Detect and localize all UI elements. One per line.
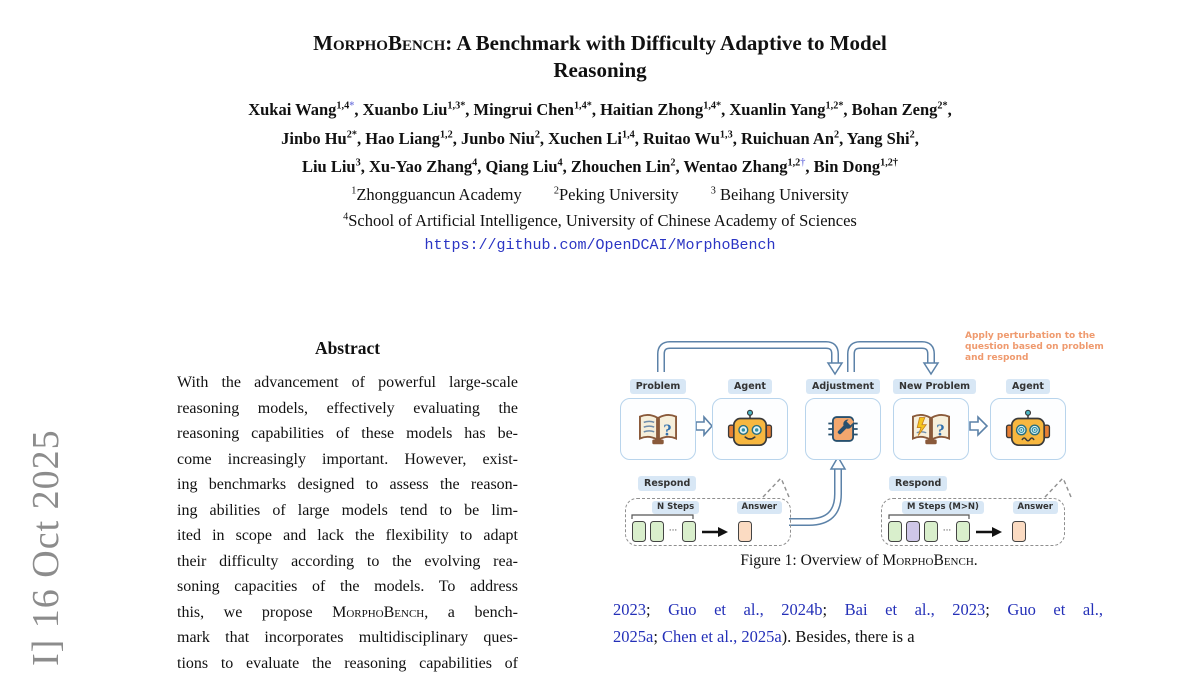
citation-link[interactable]: 2025a bbox=[613, 627, 653, 646]
node-problem bbox=[620, 374, 696, 460]
abstract-line: ing abilities of large models tend to be lim- bbox=[177, 498, 518, 524]
node-new-problem bbox=[893, 374, 969, 460]
paper-title bbox=[0, 30, 1200, 84]
body-text: ; bbox=[823, 600, 845, 619]
abstract-line: mark that incorporates multidisciplinary ques- bbox=[177, 625, 518, 651]
citation-link[interactable]: Guo et al., 2024b bbox=[668, 600, 822, 619]
title-line-1: MorphoBench: A Benchmark with Difficulty Adaptive to Model bbox=[0, 30, 1200, 57]
affiliations-line-2 bbox=[0, 208, 1200, 234]
body-text: ; bbox=[985, 600, 1007, 619]
arc-arrow-problem-to-adjustment bbox=[661, 345, 842, 374]
node-adjustment bbox=[805, 374, 881, 460]
abstract-line: ing benchmarks designed to assess the reason- bbox=[177, 472, 518, 498]
feedback-arrow-respond-to-adjustment bbox=[789, 457, 845, 522]
step-box-green bbox=[682, 521, 696, 542]
open-book-lightning-icon bbox=[908, 410, 954, 448]
step-box-green bbox=[632, 521, 646, 542]
svg-text:?: ? bbox=[663, 421, 672, 440]
step-box-green bbox=[888, 521, 902, 542]
ellipsis: ··· bbox=[668, 521, 678, 542]
steps-row-1 bbox=[632, 521, 790, 542]
answer-box bbox=[1012, 521, 1026, 542]
arxiv-stamp: I] 16 Oct 2025 bbox=[24, 429, 68, 666]
abstract-line: come increasingly important. However, exist- bbox=[177, 447, 518, 473]
figure-1 bbox=[613, 330, 1105, 548]
citation-link[interactable]: Guo et al., bbox=[1007, 600, 1103, 619]
respond-group-left bbox=[625, 498, 791, 546]
respond-label-left: Respond bbox=[638, 476, 696, 491]
affiliations-line-1 bbox=[0, 182, 1200, 208]
node-card bbox=[893, 398, 969, 460]
node-card bbox=[712, 398, 788, 460]
respond-label-right: Respond bbox=[889, 476, 947, 491]
arc-arrow-adjustment-to-new-problem bbox=[851, 345, 938, 374]
answer-label: Answer bbox=[1013, 501, 1059, 514]
node-agent-2 bbox=[990, 374, 1066, 460]
body-line-2 bbox=[613, 623, 1103, 650]
arrow-icon bbox=[976, 526, 1002, 538]
figure-annotation: Apply perturbation to the question based on problem and respond bbox=[965, 331, 1104, 364]
figure-caption: Figure 1: Overview of MorphoBench. bbox=[613, 552, 1105, 570]
affiliation: $^1$Zhongguancun Academy bbox=[351, 185, 522, 204]
author-line-3: Liu Liu$^3$, Xu-Yao Zhang$^4$, Qiang Liu$^4$, Zhouchen Lin$^2$, Wentao Zhang$^{1,2\dagger}$, Bin Dong$^{1,2\dagger}$ bbox=[0, 153, 1200, 182]
ellipsis: ··· bbox=[942, 521, 952, 542]
author-line-2: Jinbo $Hu^{2*}$, Hao Liang$^{1,2}$, Junbo Niu$^2$, Xuchen Li$^{1,4}$, Ruitao Wu$^{1,3}$, Ruichuan An$^2$, Yang Shi$^2$, bbox=[0, 125, 1200, 154]
node-agent bbox=[712, 374, 788, 460]
bubble-tail-left bbox=[763, 478, 789, 497]
step-box-green bbox=[956, 521, 970, 542]
node-label: Adjustment bbox=[806, 379, 880, 394]
github-link[interactable]: https://github.com/OpenDCAI/MorphoBench bbox=[424, 237, 775, 254]
citation-link[interactable]: 2023 bbox=[613, 600, 646, 619]
body-text: ; bbox=[653, 627, 662, 646]
abstract-text bbox=[177, 370, 518, 676]
node-label: Agent bbox=[728, 379, 772, 394]
step-box-green bbox=[650, 521, 664, 542]
svg-text:?: ? bbox=[936, 421, 945, 440]
affiliation: $^3$ Beihang University bbox=[711, 185, 849, 204]
step-box-green bbox=[924, 521, 938, 542]
steps-count-label: N Steps bbox=[652, 501, 699, 514]
affiliation: $^2$Peking University bbox=[554, 185, 679, 204]
paper-header bbox=[0, 0, 1200, 254]
figure-column bbox=[613, 330, 1105, 548]
wrench-chip-icon bbox=[821, 410, 865, 448]
answer-label: Answer bbox=[737, 501, 783, 514]
citation-link[interactable]: Bai et al., 2023 bbox=[845, 600, 986, 619]
node-card bbox=[990, 398, 1066, 460]
bubble-tail-right bbox=[1045, 478, 1071, 497]
node-card bbox=[805, 398, 881, 460]
robot-worried-icon bbox=[1005, 409, 1051, 449]
repository-row bbox=[0, 236, 1200, 254]
abstract-line: this, we propose MorphoBench, a bench- bbox=[177, 600, 518, 626]
step-box-purple bbox=[906, 521, 920, 542]
body-paragraph bbox=[613, 596, 1103, 650]
open-book-question-icon bbox=[635, 410, 681, 448]
answer-box bbox=[738, 521, 752, 542]
abstract-line: their difficulty according to the evolving rea- bbox=[177, 549, 518, 575]
arrow-icon bbox=[702, 526, 728, 538]
node-card bbox=[620, 398, 696, 460]
abstract-line: soning capacities of the models. To address bbox=[177, 574, 518, 600]
robot-happy-icon bbox=[727, 409, 773, 449]
abstract-line: reasoning capabilities of these models has be- bbox=[177, 421, 518, 447]
author-list bbox=[0, 96, 1200, 182]
respond-group-right bbox=[881, 498, 1065, 546]
arrow-new-problem-to-agent bbox=[970, 417, 987, 435]
body-text: ; bbox=[646, 600, 668, 619]
node-label: Problem bbox=[630, 379, 687, 394]
abstract-line: reasoning models, effectively evaluating the bbox=[177, 396, 518, 422]
abstract-line: tions to evaluate the reasoning capabilities of bbox=[177, 651, 518, 676]
body-text: ). Besides, there is a bbox=[782, 627, 915, 646]
arrow-problem-to-agent bbox=[696, 417, 712, 435]
affiliation: $^4$School of Artificial Intelligence, University of Chinese Academy of Sciences bbox=[343, 211, 857, 230]
node-label: New Problem bbox=[893, 379, 976, 394]
title-line-2: Reasoning bbox=[0, 57, 1200, 84]
body-line-1 bbox=[613, 596, 1103, 623]
node-label: Agent bbox=[1006, 379, 1050, 394]
abstract-line: With the advancement of powerful large-scale bbox=[177, 370, 518, 396]
steps-count-label: M Steps (M>N) bbox=[902, 501, 984, 514]
abstract-heading: Abstract bbox=[177, 338, 518, 359]
citation-link[interactable]: Chen et al., 2025a bbox=[662, 627, 782, 646]
abstract-section bbox=[177, 338, 518, 676]
abstract-line: ited in scope and lack the flexibility to adapt bbox=[177, 523, 518, 549]
author-line-1: Xukai Wang$^{1,4*}$, Xuanbo Liu$^{1,3*}$, Mingrui Chen$^{1,4*}$, Haitian Zhong$^{1,4*}$, Xuanlin Yang$^{1,2*}$, Bohan Zeng$^{2*}$, bbox=[0, 96, 1200, 125]
steps-row-2 bbox=[888, 521, 1064, 542]
